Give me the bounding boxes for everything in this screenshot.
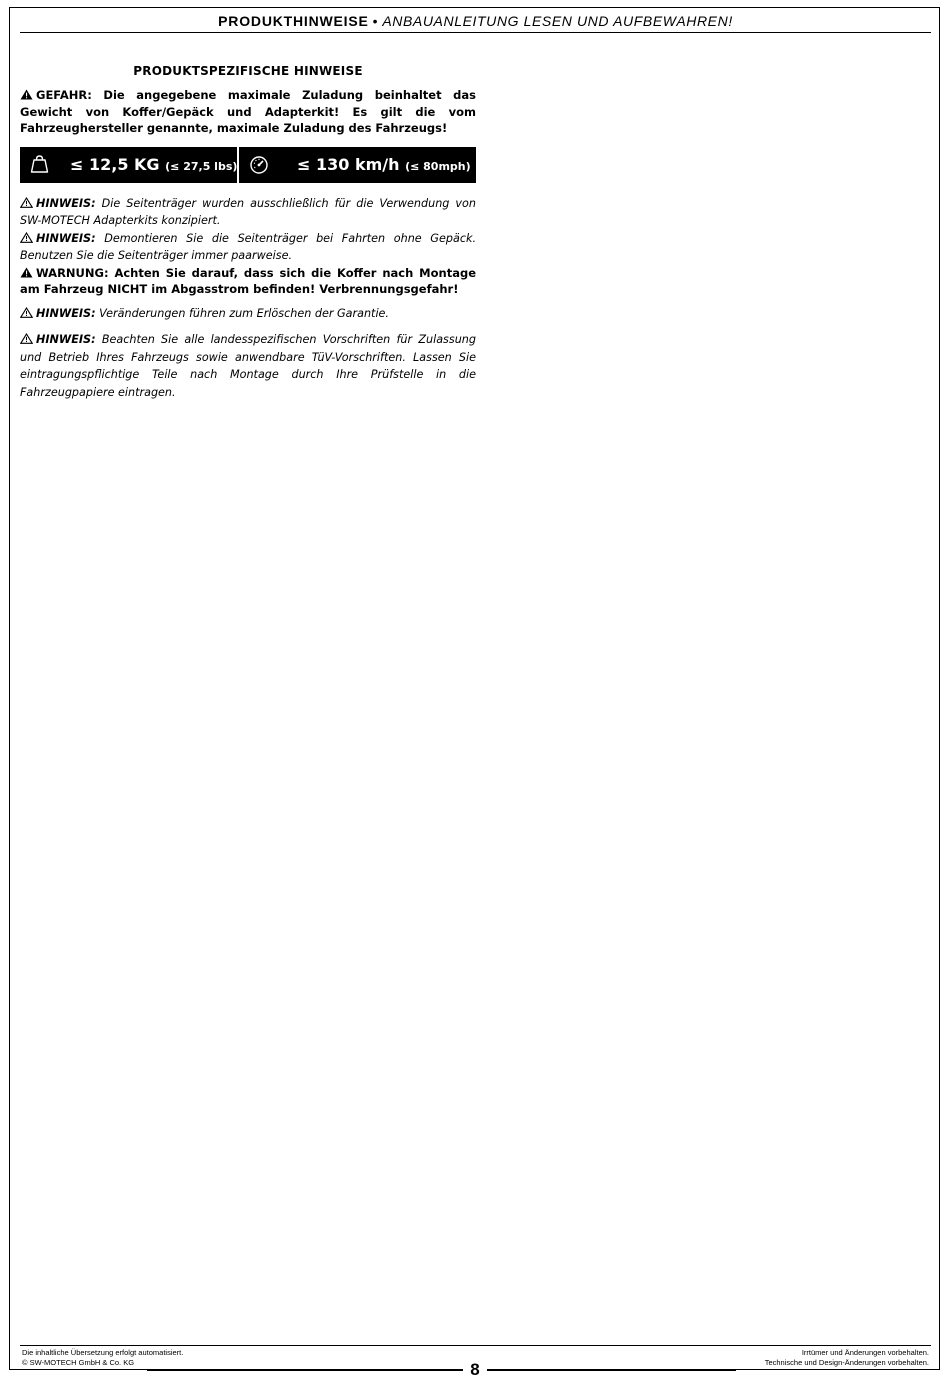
note-lead: HINWEIS:: [36, 306, 96, 320]
note-paragraph: [20, 305, 476, 323]
speed-sub: (≤ 80mph): [405, 159, 471, 173]
note-paragraph: [20, 230, 476, 265]
note-outline-triangle-icon: [20, 232, 33, 243]
load-limit-box: [20, 147, 237, 183]
note-paragraph: [20, 331, 476, 401]
note-text: Demontieren Sie die Seitenträger bei Fahrten ohne Gepäck. Benutzen Sie die Seitenträger immer paarweise.: [20, 231, 476, 262]
note-outline-triangle-icon: [20, 333, 33, 344]
footer-left: [22, 1348, 183, 1368]
note-lead: HINWEIS:: [36, 333, 96, 346]
speed-limit-text: [297, 147, 471, 183]
warning-paragraph: [20, 265, 476, 298]
load-sub: (≤ 27,5 lbs): [165, 159, 238, 173]
load-limit-text: [70, 147, 237, 183]
note-lead: HINWEIS:: [36, 231, 96, 245]
note-text: Beachten Sie alle landesspezifischen Vorschriften für Zulassung und Betrieb Ihres Fahrzeugs sowie anwendbare TüV-Vorschriften. Lassen Sie eintragungspflichtige Teile nach Montage durch Ihre Prüfstelle in die Fahrzeugpapiere eintragen.: [20, 333, 476, 399]
warning-filled-triangle-icon: [20, 267, 33, 278]
danger-filled-triangle-icon: [20, 89, 33, 100]
product-notes-column: [20, 62, 476, 401]
footer-rule: [20, 1345, 931, 1346]
speed-limit-box: [239, 147, 476, 183]
page-number-rule-right: [487, 1370, 736, 1371]
note-text: Die Seitenträger wurden ausschließlich für die Verwendung von SW-MOTECH Adapterkits konzipiert.: [20, 196, 476, 227]
page-number: 8: [463, 1360, 487, 1380]
note-outline-triangle-icon: [20, 307, 33, 318]
header-rule: [20, 32, 931, 33]
warning-lead: WARNUNG:: [36, 265, 109, 280]
footer-copyright: © SW-MOTECH GmbH & Co. KG: [22, 1358, 135, 1367]
footer-design-disclaimer: Technische und Design-Änderungen vorbehalten.: [764, 1358, 929, 1367]
footer-disclaimer: Irrtümer und Änderungen vorbehalten.: [801, 1348, 929, 1357]
note-outline-triangle-icon: [20, 197, 33, 208]
footer-right: [765, 1348, 929, 1368]
speedometer-icon: [249, 155, 269, 175]
danger-text: Die angegebene maximale Zuladung beinhaltet das Gewicht von Koffer/Gepäck und Adapterkit! Es gilt die vom Fahrzeughersteller genannte, maximale Zuladung des Fahrzeugs!: [20, 88, 476, 135]
load-main: ≤ 12,5 KG: [70, 154, 160, 174]
warning-text: Achten Sie darauf, dass sich die Koffer nach Montage am Fahrzeug NICHT im Abgasstrom befinden! Verbrennungsgefahr!: [20, 265, 476, 296]
footer-translation-note: Die inhaltliche Übersetzung erfolgt automatisiert.: [22, 1348, 184, 1357]
note-text: Veränderungen führen zum Erlöschen der Garantie.: [99, 306, 389, 320]
page-number-rule-left: [147, 1370, 463, 1371]
section-title: PRODUKTSPEZIFISCHE HINWEISE: [133, 64, 363, 78]
page-header: [20, 10, 931, 32]
speed-main: ≤ 130 km/h: [297, 154, 400, 174]
spec-bar: [20, 147, 476, 183]
header-title: PRODUKTHINWEISE: [218, 13, 369, 29]
header-separator: •: [372, 13, 379, 29]
danger-lead: GEFAHR:: [36, 88, 92, 102]
weight-icon: [30, 154, 49, 174]
header-subtitle: ANBAUANLEITUNG LESEN UND AUFBEWAHREN!: [382, 13, 733, 29]
note-paragraph: [20, 195, 476, 230]
note-lead: HINWEIS:: [36, 196, 96, 210]
danger-paragraph: [20, 87, 476, 137]
